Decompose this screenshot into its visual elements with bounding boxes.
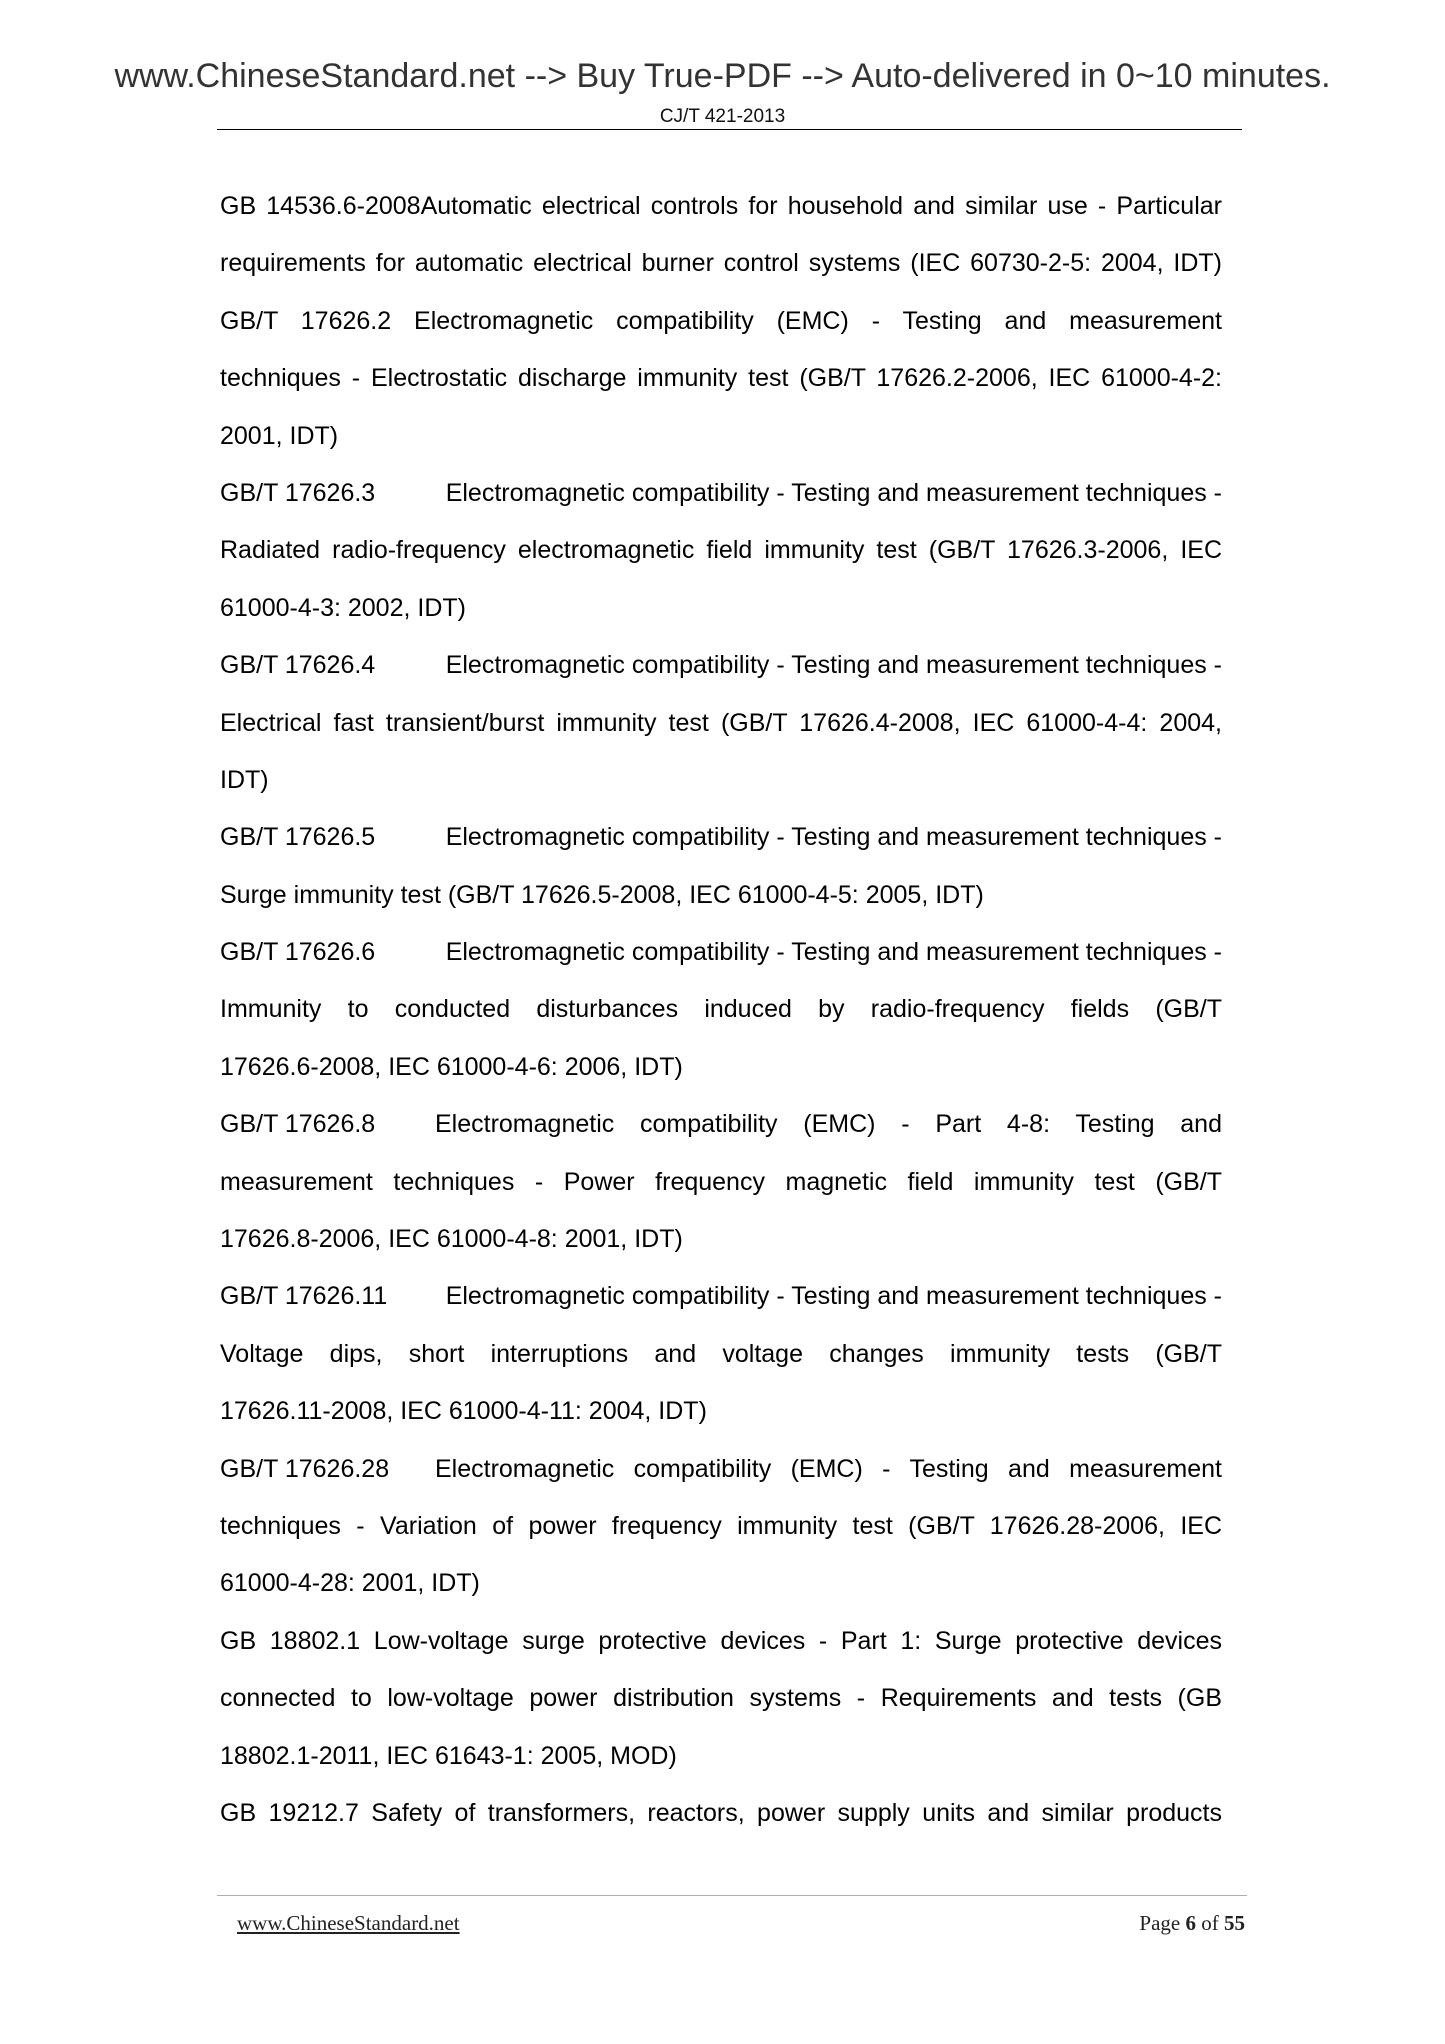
text-line: techniques - Variation of power frequency immunity test (GB/T 17626.28-2006, IEC [220,1511,1222,1540]
text-line: GB 19212.7 Safety of transformers, reactors, power supply units and similar products [220,1798,1222,1827]
text-line: 17626.6-2008, IEC 61000-4-6: 2006, IDT) [220,1052,683,1081]
ref-title: Electromagnetic compatibility (EMC) - Testing and measurement [435,1454,1222,1483]
text-line: GB 18802.1 Low-voltage surge protective devices - Part 1: Surge protective devices [220,1626,1222,1655]
page-total: 55 [1224,1911,1245,1935]
ref-code: GB/T 17626.4 [220,651,376,680]
page-of: of [1201,1911,1219,1935]
ref-code: GB/T 17626.6 [220,938,376,967]
page-word: Page [1139,1911,1181,1935]
ref-title: Electromagnetic compatibility - Testing and measurement techniques - [445,478,1222,507]
ref-heading-line [220,1268,1222,1325]
text-line: 2001, IDT) [220,421,339,450]
page-current: 6 [1185,1911,1196,1935]
text-line: 61000-4-3: 2002, IDT) [220,593,466,622]
text-line: requirements for automatic electrical burner control systems (IEC 60730-2-5: 2004, IDT) [220,249,1222,278]
ref-code: GB/T 17626.3 [220,478,376,507]
text-line: techniques - Electrostatic discharge immunity test (GB/T 17626.2-2006, IEC 61000-4-2: [220,364,1222,393]
ref-code: GB/T 17626.8 [220,1110,376,1139]
ref-heading-line [220,1441,1222,1498]
text-line: IDT) [220,765,269,794]
site-banner[interactable]: www.ChineseStandard.net --> Buy True-PDF --> Auto-delivered in 0~10 minutes. [114,57,1331,95]
text-line: Immunity to conducted disturbances induced by radio-frequency fields (GB/T [220,995,1222,1024]
ref-title: Electromagnetic compatibility - Testing and measurement techniques - [445,651,1222,680]
text-line: connected to low-voltage power distribution systems - Requirements and tests (GB [220,1684,1222,1713]
text-line: 17626.8-2006, IEC 61000-4-8: 2001, IDT) [220,1225,683,1254]
text-line: Electrical fast transient/burst immunity test (GB/T 17626.4-2008, IEC 61000-4-4: 2004, [220,708,1222,737]
ref-heading-line [220,809,1222,866]
text-line: 18802.1-2011, IEC 61643-1: 2005, MOD) [220,1741,677,1770]
ref-code: GB/T 17626.11 [220,1282,388,1311]
ref-heading-line [220,924,1222,981]
footer-rule [217,1895,1247,1896]
ref-heading-line [220,465,1222,522]
text-line: Radiated radio-frequency electromagnetic field immunity test (GB/T 17626.3-2006, IEC [220,536,1222,565]
text-line: measurement techniques - Power frequency magnetic field immunity test (GB/T [220,1167,1222,1196]
ref-title: Electromagnetic compatibility - Testing and measurement techniques - [445,823,1222,852]
ref-title: Electromagnetic compatibility - Testing and measurement techniques - [445,1282,1222,1311]
text-line: 17626.11-2008, IEC 61000-4-11: 2004, IDT) [220,1397,707,1426]
ref-heading-line [220,1096,1222,1153]
reference-list [220,178,1222,1842]
text-line: GB 14536.6-2008Automatic electrical controls for household and similar use - Particular [220,192,1222,220]
ref-title: Electromagnetic compatibility - Testing and measurement techniques - [445,938,1222,967]
text-line: Voltage dips, short interruptions and voltage changes immunity tests (GB/T [220,1339,1222,1368]
page-indicator [1139,1910,1245,1936]
ref-title: Electromagnetic compatibility (EMC) - Part 4-8: Testing and [435,1110,1222,1139]
text-line: GB/T 17626.2 Electromagnetic compatibility (EMC) - Testing and measurement [220,306,1222,335]
standard-code: CJ/T 421-2013 [659,106,786,127]
ref-code: GB/T 17626.5 [220,823,376,852]
header-rule [217,129,1242,130]
ref-heading-line [220,637,1222,694]
footer-site-link[interactable]: www.ChineseStandard.net [237,1911,460,1935]
text-line: 61000-4-28: 2001, IDT) [220,1569,480,1598]
ref-code: GB/T 17626.28 [220,1454,390,1483]
text-line: Surge immunity test (GB/T 17626.5-2008, IEC 61000-4-5: 2005, IDT) [220,880,984,909]
